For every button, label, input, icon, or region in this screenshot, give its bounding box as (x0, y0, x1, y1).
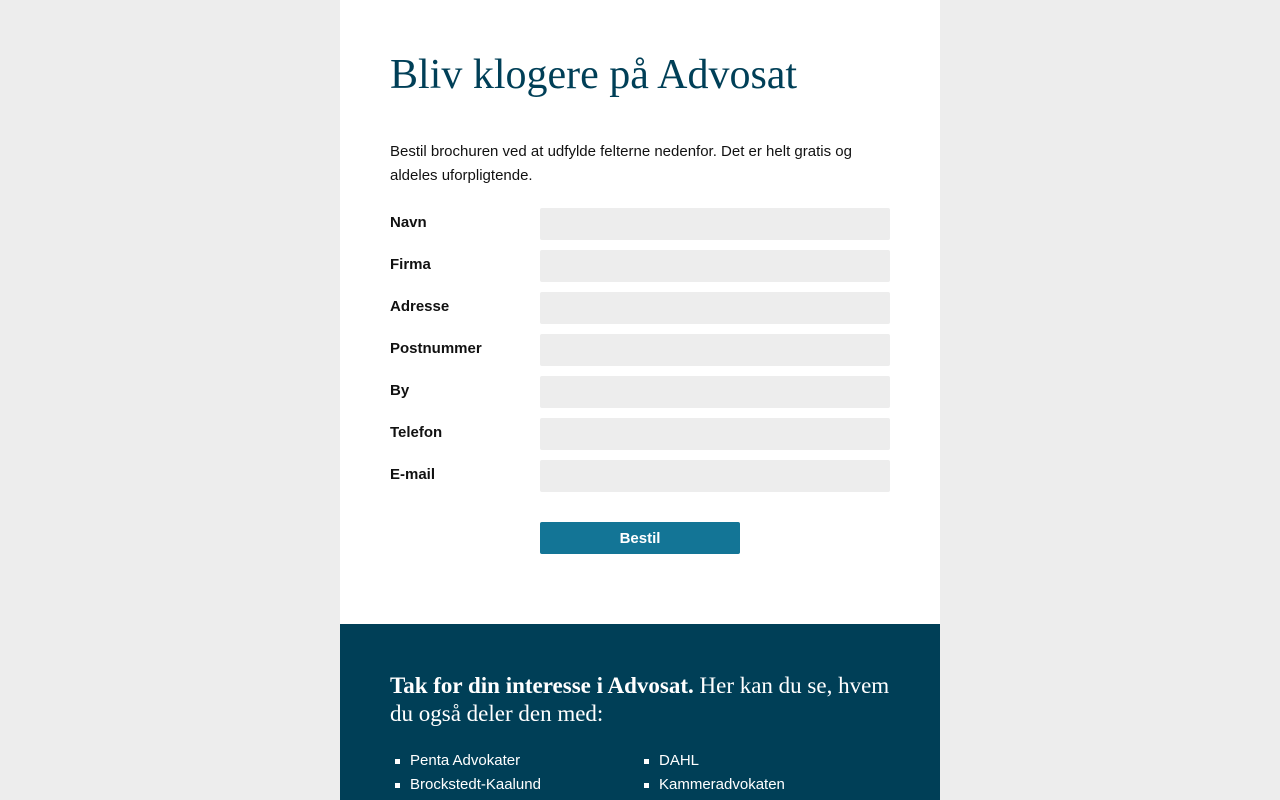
field-row-name (390, 208, 890, 240)
field-row-city (390, 376, 890, 408)
partners-section (340, 624, 940, 800)
partners-heading-rest: Her kan du se, hvem du også deler den med: (390, 673, 890, 726)
intro-text: Bestil brochuren ved at udfylde felterne nedenfor. Det er helt gratis og aldeles uforpligtende. (390, 143, 852, 184)
field-row-postal-code (390, 334, 890, 366)
postal-code-input[interactable] (540, 334, 890, 366)
address-label: Adresse (390, 298, 450, 315)
name-label: Navn (390, 214, 427, 231)
bullet-icon (644, 759, 649, 764)
company-label: Firma (390, 256, 431, 273)
address-input[interactable] (540, 292, 890, 324)
partner-name: Penta Advokater (410, 752, 521, 769)
phone-input[interactable] (540, 418, 890, 450)
city-label: By (390, 382, 410, 399)
list-item (390, 773, 541, 797)
order-button[interactable]: Bestil (540, 522, 740, 554)
partners-list-left (390, 749, 541, 797)
partners-heading-bold: Tak for din interesse i Advosat. (390, 673, 694, 698)
list-item (639, 749, 785, 773)
field-row-address (390, 292, 890, 324)
field-row-email (390, 460, 890, 492)
phone-label: Telefon (390, 424, 443, 441)
field-row-phone (390, 418, 890, 450)
company-input[interactable] (540, 250, 890, 282)
email-input[interactable] (540, 460, 890, 492)
partner-name: DAHL (659, 752, 700, 769)
partners-list-right (639, 749, 785, 797)
name-input[interactable] (540, 208, 890, 240)
partner-name: Kammeradvokaten (659, 776, 785, 793)
page (340, 0, 940, 800)
bullet-icon (395, 759, 400, 764)
list-item (390, 749, 541, 773)
page-title: Bliv klogere på Advosat (390, 52, 798, 98)
order-form-card (340, 0, 940, 624)
field-row-company (390, 250, 890, 282)
postal-code-label: Postnummer (390, 340, 482, 357)
partner-name: Brockstedt-Kaalund (410, 776, 541, 793)
list-item (639, 773, 785, 797)
email-label: E-mail (390, 466, 436, 483)
bullet-icon (644, 783, 649, 788)
bullet-icon (395, 783, 400, 788)
partners-heading (390, 672, 895, 728)
city-input[interactable] (540, 376, 890, 408)
